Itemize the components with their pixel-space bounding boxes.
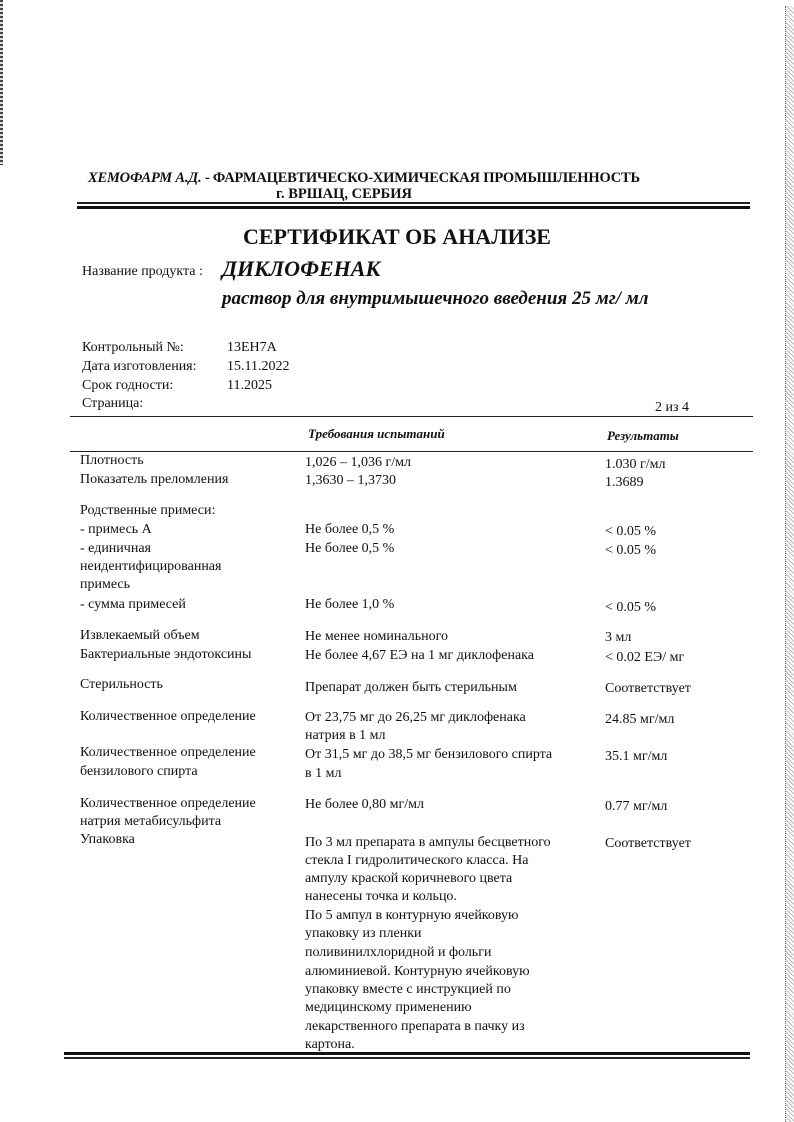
- table-row-requirement: в 1 мл: [305, 766, 342, 781]
- table-row-result: < 0.05 %: [605, 524, 657, 539]
- table-row-requirement: От 23,75 мг до 26,25 мг диклофенака: [305, 710, 526, 725]
- table-row-requirement: ампулу краской коричневого цвета: [305, 871, 513, 886]
- header-divider: [77, 202, 750, 209]
- table-row-test: Извлекаемый объем: [80, 628, 200, 643]
- table-row-test: - единичная: [80, 541, 151, 556]
- table-row-test: Количественное определение: [80, 709, 256, 724]
- manufacture-date-label: Дата изготовления:: [82, 359, 197, 374]
- control-number-label: Контрольный №:: [82, 340, 184, 355]
- table-row-test: неидентифицированная: [80, 559, 222, 574]
- table-row-result: 3 мл: [605, 630, 632, 645]
- company-city: г. ВРШАЦ, СЕРБИЯ: [276, 186, 412, 202]
- table-row-test: натрия метабисульфита: [80, 814, 222, 829]
- expiry-date-label: Срок годности:: [82, 378, 174, 393]
- table-row-result: 1.030 г/мл: [605, 457, 666, 472]
- column-header-requirements: Требования испытаний: [308, 426, 445, 441]
- table-row-requirement: медицинскому применению: [305, 1000, 472, 1015]
- table-row-requirement: 1,026 – 1,036 г/мл: [305, 455, 411, 470]
- table-row-test: Стерильность: [80, 677, 163, 692]
- table-top-rule: [70, 416, 753, 417]
- table-row-requirement: Не менее номинального: [305, 629, 448, 644]
- table-row-result: 35.1 мг/мл: [605, 749, 668, 764]
- table-row-requirement: стекла I гидролитического класса. На: [305, 853, 529, 868]
- table-row-test: бензилового спирта: [80, 764, 198, 779]
- table-row-test: - примесь А: [80, 522, 152, 537]
- table-row-test: Плотность: [80, 453, 144, 468]
- table-row-test: - сумма примесей: [80, 597, 186, 612]
- table-section-heading: Родственные примеси:: [80, 503, 216, 518]
- table-row-requirement: лекарственного препарата в пачку из: [305, 1019, 525, 1034]
- table-row-requirement: упаковку вместе с инструкцией по: [305, 982, 511, 997]
- table-row-requirement: Не более 4,67 ЕЭ на 1 мг диклофенака: [305, 648, 534, 663]
- scan-edge-right: [785, 6, 794, 1122]
- product-description: раствор для внутримышечного введения 25 мг/ мл: [222, 288, 649, 309]
- table-row-requirement: Не более 0,80 мг/мл: [305, 797, 425, 812]
- footer-divider: [64, 1052, 750, 1059]
- table-row-requirement: Препарат должен быть стерильным: [305, 680, 517, 695]
- table-row-requirement: По 5 ампул в контурную ячейковую: [305, 908, 519, 923]
- table-row-requirement: От 31,5 мг до 38,5 мг бензилового спирта: [305, 747, 553, 762]
- table-row-requirement: натрия в 1 мл: [305, 728, 386, 743]
- table-header-rule: [70, 451, 753, 452]
- table-row-requirement: 1,3630 – 1,3730: [305, 473, 396, 488]
- table-row-test: Упаковка: [80, 832, 135, 847]
- table-row-requirement: Не более 0,5 %: [305, 522, 395, 537]
- table-row-test: Количественное определение: [80, 796, 256, 811]
- table-row-requirement: алюминиевой. Контурную ячейковую: [305, 964, 530, 979]
- table-row-result: < 0.02 ЕЭ/ мг: [605, 650, 685, 665]
- table-row-result: < 0.05 %: [605, 600, 657, 615]
- table-row-requirement: упаковку из пленки: [305, 926, 422, 941]
- table-row-result: < 0.05 %: [605, 543, 657, 558]
- table-row-result: 24.85 мг/мл: [605, 712, 675, 727]
- product-label: Название продукта :: [82, 264, 203, 279]
- table-row-requirement: Не более 1,0 %: [305, 597, 395, 612]
- page-number: 2 из 4: [655, 400, 690, 415]
- table-row-requirement: По 3 мл препарата в ампулы бесцветного: [305, 835, 551, 850]
- company-name: ХЕМОФАРМ А.Д. - ФАРМАЦЕВТИЧЕСКО-ХИМИЧЕСКАЯ ПРОМЫШЛЕННОСТЬ: [88, 170, 640, 186]
- table-row-test: Количественное определение: [80, 745, 256, 760]
- document-title: СЕРТИФИКАТ ОБ АНАЛИЗЕ: [243, 224, 551, 249]
- control-number-value: 13EH7A: [227, 340, 277, 355]
- table-row-result: 0.77 мг/мл: [605, 799, 668, 814]
- table-row-result: 1.3689: [605, 475, 644, 490]
- expiry-date-value: 11.2025: [227, 378, 272, 393]
- table-row-test: Бактериальные эндотоксины: [80, 647, 252, 662]
- table-row-result: Соответствует: [605, 836, 691, 851]
- table-row-requirement: Не более 0,5 %: [305, 541, 395, 556]
- table-row-requirement: поливинилхлоридной и фольги: [305, 945, 492, 960]
- column-header-results: Результаты: [607, 428, 679, 443]
- table-row-test: Показатель преломления: [80, 472, 229, 487]
- product-name: ДИКЛОФЕНАК: [222, 256, 381, 281]
- table-row-result: Соответствует: [605, 681, 691, 696]
- page-label: Страница:: [82, 396, 144, 411]
- manufacture-date-value: 15.11.2022: [227, 359, 290, 374]
- table-row-test: примесь: [80, 577, 131, 592]
- table-row-requirement: картона.: [305, 1037, 355, 1052]
- scan-edge-left: [0, 0, 3, 165]
- table-row-requirement: нанесены точка и кольцо.: [305, 889, 457, 904]
